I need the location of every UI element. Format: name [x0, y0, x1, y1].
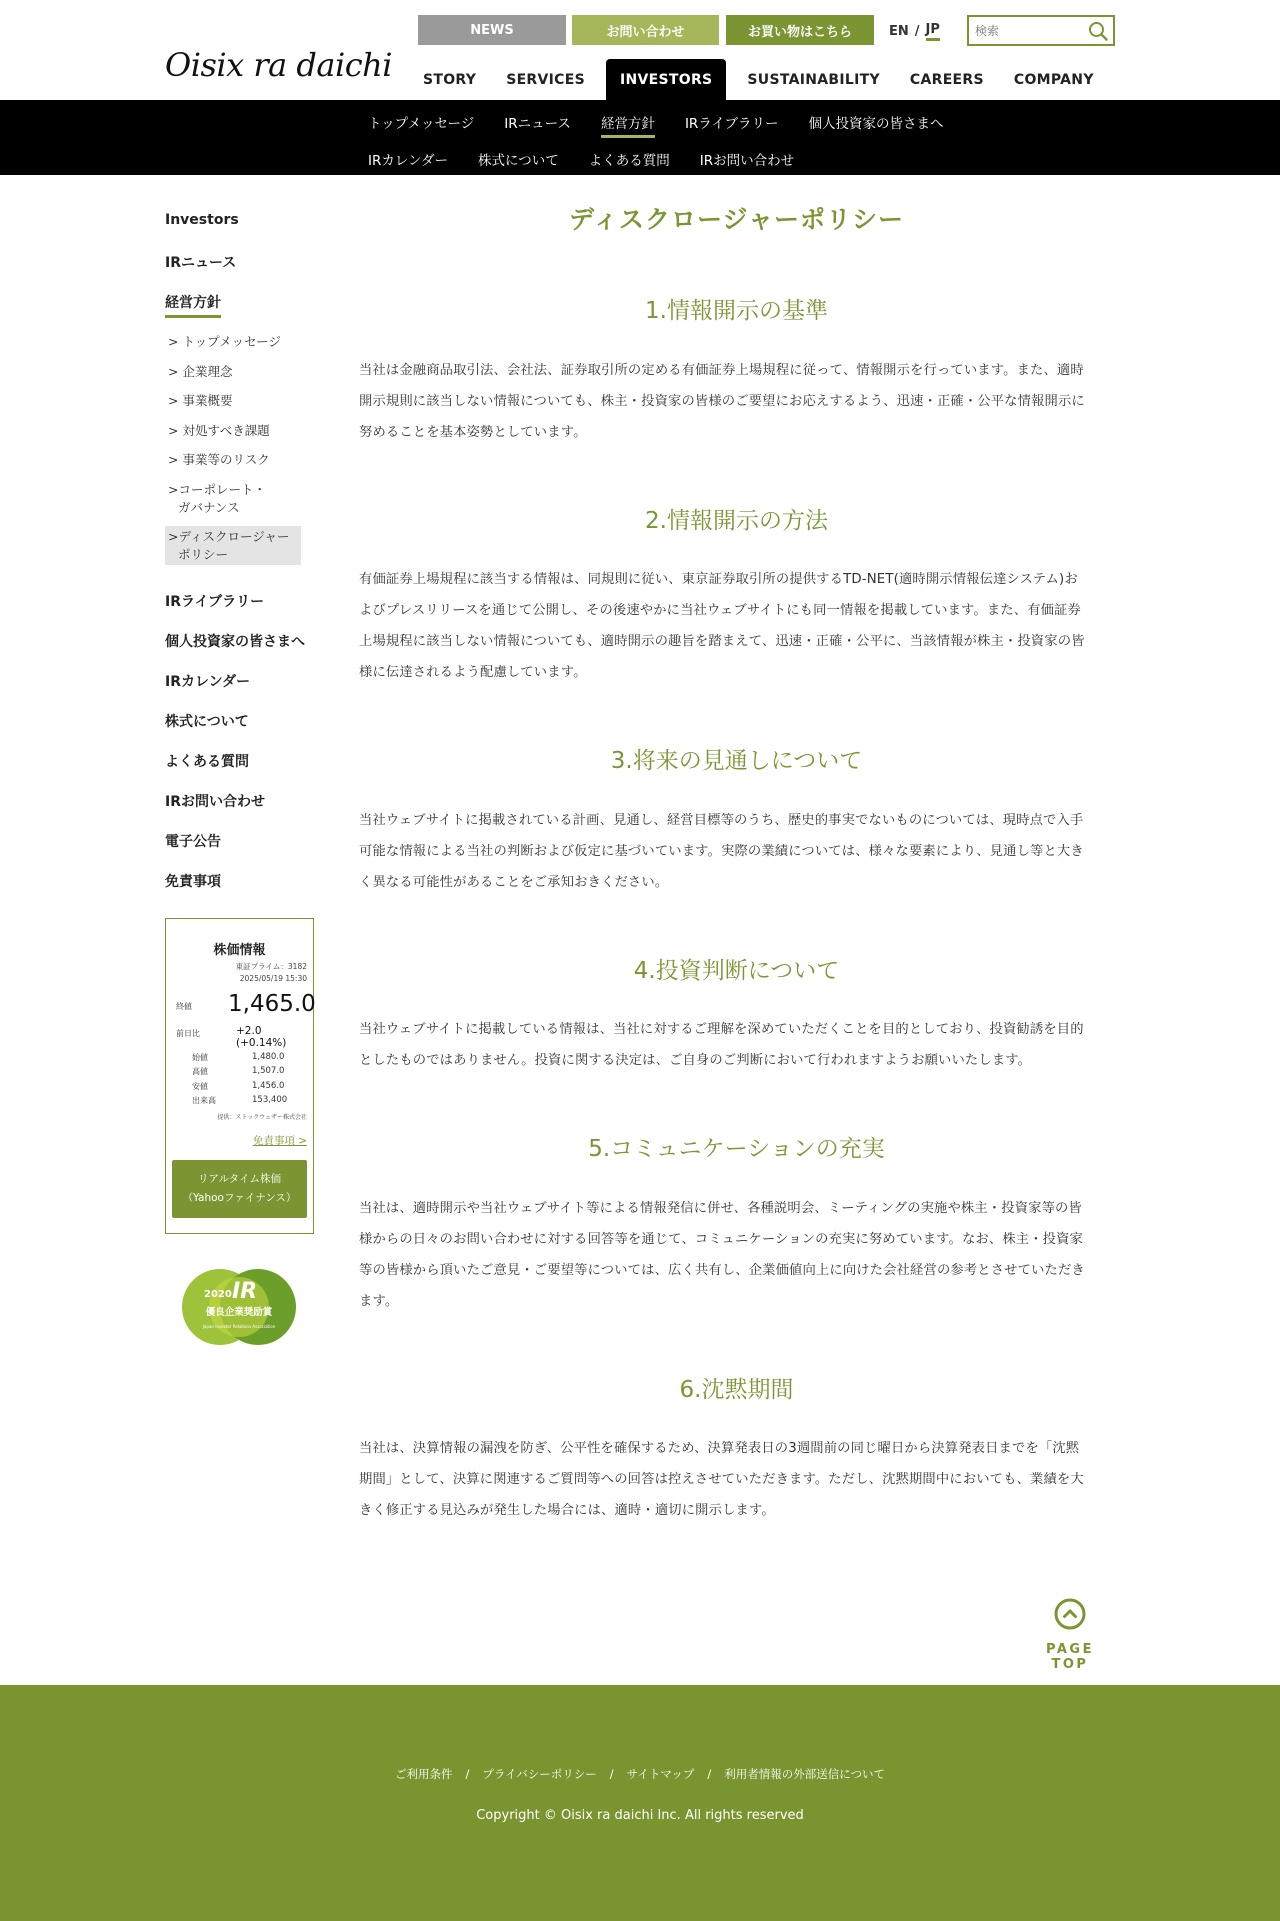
sidebar-item-individual[interactable]: 個人投資家の皆さまへ	[165, 634, 305, 650]
subnav-row-2	[368, 149, 794, 172]
footer-link-external-transmission[interactable]: 利用者情報の外部送信について	[724, 1767, 886, 1781]
section-1-line: 開示規則に該当しない情報についても、株主・投資家の皆様のご要望にお応えするよう、迅速・正確・公平な情報開示に	[359, 394, 1085, 409]
realtime-stock-line2: （Yahooファイナンス）	[182, 1192, 297, 1204]
sidebar-item-ir-library[interactable]: IRライブラリー	[165, 594, 265, 610]
stock-provider: 提供：ストックウェザー株式会社	[217, 1114, 307, 1121]
sidebar-sub-philosophy[interactable]: > 企業理念	[168, 364, 233, 379]
site-logo[interactable]: Oisix ra daichi	[165, 46, 392, 84]
ir-award-badge	[180, 1266, 298, 1348]
sidebar-sub-issues[interactable]: > 対処すべき課題	[168, 423, 270, 438]
lang-jp-link[interactable]: JP	[926, 22, 940, 41]
stock-title: 株価情報	[213, 943, 266, 958]
section-body-6	[359, 1433, 1114, 1526]
sidebar-item-faq[interactable]: よくある質問	[165, 754, 249, 770]
nav-sustainability[interactable]: SUSTAINABILITY	[747, 71, 880, 88]
realtime-stock-button[interactable]	[172, 1160, 307, 1218]
section-3-line: 可能な情報による当社の判断および仮定に基づいています。実際の業績については、様々な要素により、見通し等と大き	[359, 844, 1084, 859]
sidebar-sub-business[interactable]: > 事業概要	[168, 393, 233, 408]
section-2-line: 上場規程に該当しない情報についても、適時開示の趣旨を踏まえて、迅速・正確・公平に、当該情報が株主・投資家の皆	[359, 634, 1085, 649]
subnav-policy[interactable]: 経営方針	[601, 112, 655, 138]
main-nav	[414, 59, 1115, 100]
nav-careers[interactable]: CAREERS	[909, 71, 984, 88]
subnav-faq[interactable]: よくある質問	[588, 153, 670, 169]
section-3-line: 当社ウェブサイトに掲載されている計画、見通し、経営目標等のうち、歴史的事実でないものについては、現時点で入手	[359, 813, 1084, 828]
subnav-stock-info[interactable]: 株式について	[477, 153, 559, 169]
section-2-line: よびプレスリリースを通じて公開し、その後速やかに当社ウェブサイトにも同一情報を掲載しています。また、有価証券	[359, 603, 1082, 618]
section-title-6: 6.沈黙期間	[679, 1377, 794, 1403]
subnav-individual-investors[interactable]: 個人投資家の皆さまへ	[808, 116, 944, 132]
nav-investors[interactable]: INVESTORS	[606, 59, 726, 100]
section-body-3	[359, 805, 1114, 898]
stock-low-value: 1,456.0	[252, 1081, 285, 1091]
sidebar-sub-disclosure-line1: >ディスクロージャー	[168, 529, 290, 544]
sidebar-item-disclaimer[interactable]: 免責事項	[165, 874, 221, 890]
stock-high-label: 高値	[192, 1067, 208, 1076]
section-title-1: 1.情報開示の基準	[645, 298, 828, 324]
stock-volume-value: 153,400	[252, 1095, 288, 1105]
stock-low-label: 安値	[192, 1082, 208, 1091]
footer-link-terms[interactable]: ご利用条件	[394, 1767, 453, 1781]
sidebar-item-ir-calendar[interactable]: IRカレンダー	[165, 674, 251, 690]
section-5-line: 様からの日々のお問い合わせに対する回答等を通じて、コミュニケーションの充実に努めています。なお、株主・投資家	[359, 1232, 1084, 1247]
stock-open-label: 始値	[192, 1053, 208, 1062]
award-name: 優良企業奨励賞	[205, 1307, 273, 1318]
section-5-line: 当社は、適時開示や当社ウェブサイト等による情報発信に併せ、各種説明会、ミーティングの実施や株主・投資家等の皆	[359, 1201, 1082, 1216]
nav-story[interactable]: STORY	[423, 71, 477, 88]
subnav-ir-library[interactable]: IRライブラリー	[684, 116, 779, 132]
award-org: Japan Investor Relations Association	[202, 1324, 276, 1329]
section-title-2: 2.情報開示の方法	[645, 508, 828, 534]
stock-change-label: 前日比	[176, 1029, 200, 1038]
section-6-line: 期間」として、決算に関連するご質問等への回答は控えさせていただきます。ただし、沈黙期間中においても、業績を大	[359, 1472, 1084, 1487]
subnav-ir-contact[interactable]: IRお問い合わせ	[699, 153, 795, 169]
section-title-4: 4.投資判断について	[633, 958, 840, 984]
site-header	[0, 0, 1280, 100]
sidebar-sub-governance-line2: ガバナンス	[178, 500, 240, 515]
subnav-top-message[interactable]: トップメッセージ	[368, 116, 475, 132]
contact-button[interactable]: お問い合わせ	[572, 15, 719, 45]
nav-services[interactable]: SERVICES	[506, 71, 585, 88]
stock-widget	[165, 918, 314, 1234]
section-4-line: としたものではありません。投資に関する決定は、ご自身のご判断において行われますようお願いいたします。	[359, 1053, 1032, 1068]
lang-en-link[interactable]: EN	[889, 24, 909, 39]
news-button[interactable]: NEWS	[418, 15, 566, 45]
search-icon[interactable]	[1088, 21, 1108, 41]
copyright: Copyright © Oisix ra daichi Inc. All rights reserved	[476, 1808, 804, 1823]
realtime-stock-line1: リアルタイム株価	[198, 1173, 281, 1185]
sidebar-item-policy[interactable]: 経営方針	[165, 292, 221, 318]
section-title-5: 5.コミュニケーションの充実	[588, 1136, 885, 1162]
footer-link-sitemap[interactable]: サイトマップ	[626, 1767, 695, 1781]
page-top-label: PAGE TOP	[1046, 1642, 1094, 1672]
search-input[interactable]	[969, 17, 1079, 44]
sidebar-sub-risks[interactable]: > 事業等のリスク	[168, 452, 270, 467]
section-3-line: く異なる可能性があることをご承知おきください。	[359, 875, 669, 890]
search-box	[967, 15, 1115, 46]
section-body-2	[359, 564, 1114, 688]
page-title: ディスクロージャーポリシー	[568, 205, 904, 234]
section-2-line: 有価証券上場規程に該当する情報は、同規則に従い、東京証券取引所の提供するTD-NET(適時開示情報伝達システム)お	[359, 572, 1078, 587]
stock-open-value: 1,480.0	[252, 1052, 285, 1062]
language-switcher	[889, 22, 940, 41]
shop-button[interactable]: お買い物はこちら	[726, 15, 874, 45]
section-2-line: 様に伝達されるよう配慮しています。	[359, 665, 587, 680]
subnav-ir-calendar[interactable]: IRカレンダー	[368, 153, 448, 169]
section-1-line: 努めることを基本姿勢としています。	[359, 425, 587, 440]
sidebar-sub-governance[interactable]	[168, 480, 308, 516]
section-6-line: きく修正する見込みが発生した場合には、適時・適切に開示します。	[359, 1503, 775, 1518]
sidebar-sub-disclosure[interactable]	[165, 526, 301, 565]
sidebar-item-stock[interactable]: 株式について	[165, 714, 249, 730]
subnav-row-1	[368, 112, 944, 138]
sidebar-item-ir-contact[interactable]: IRお問い合わせ	[165, 794, 265, 810]
sidebar-sub-governance-line1: >コーポレート・	[168, 482, 266, 497]
sidebar-item-ir-news[interactable]: IRニュース	[165, 255, 237, 271]
section-5-line: 等の皆様から頂いたご意見・ご要望等については、広く共有し、企業価値向上に向けた会社経営の参考とさせていただき	[359, 1263, 1085, 1278]
investors-subnav	[0, 100, 1280, 175]
award-ir: IR	[232, 1279, 258, 1304]
lang-separator: /	[914, 24, 920, 39]
footer-links	[0, 1766, 1280, 1782]
site-footer	[0, 1685, 1280, 1921]
section-title-3: 3.将来の見通しについて	[610, 748, 863, 774]
stock-volume-label: 出来高	[192, 1096, 216, 1105]
stock-high-value: 1,507.0	[252, 1066, 285, 1076]
stock-disclaimer-link[interactable]: 免責事項 >	[252, 1135, 307, 1147]
section-1-line: 当社は金融商品取引法、会社法、証券取引所の定める有価証券上場規程に従って、情報開示を行っています。また、適時	[359, 363, 1084, 378]
sidebar-sub-disclosure-line2: ポリシー	[178, 547, 229, 562]
page-top-button[interactable]	[1025, 1598, 1115, 1672]
sidebar-sub-top-message[interactable]: > トップメッセージ	[168, 334, 281, 349]
section-4-line: 当社ウェブサイトに掲載している情報は、当社に対するご理解を深めていただくことを目的としており、投資勧誘を目的	[359, 1022, 1084, 1037]
stock-datetime: 2025/05/19 15:30	[239, 974, 307, 983]
footer-link-privacy[interactable]: プライバシーポリシー	[482, 1767, 597, 1781]
stock-change-value: +2.0 (+0.14%)	[236, 1025, 287, 1049]
footer-separator: /	[707, 1767, 712, 1781]
footer-separator: /	[465, 1767, 470, 1781]
sidebar-item-e-notice[interactable]: 電子公告	[165, 834, 221, 850]
section-6-line: 当社は、決算情報の漏洩を防ぎ、公平性を確保するため、決算発表日の3週間前の同じ曜日から決算発表日までを「沈黙	[359, 1441, 1080, 1456]
section-5-line: ます。	[359, 1294, 399, 1309]
sidebar-item-investors[interactable]: Investors	[165, 212, 239, 228]
stock-close-label: 終値	[176, 1002, 192, 1011]
nav-company[interactable]: COMPANY	[1013, 71, 1094, 88]
section-body-1	[359, 355, 1114, 448]
stock-close-value: 1,465.0	[228, 991, 316, 1017]
award-year: 2020	[204, 1289, 232, 1300]
chevron-up-icon	[1054, 1598, 1086, 1630]
section-body-5	[359, 1193, 1114, 1317]
subnav-ir-news[interactable]: IRニュース	[504, 116, 571, 132]
stock-market: 東証プライム：3182	[235, 962, 307, 971]
section-body-4	[359, 1014, 1114, 1076]
footer-separator: /	[609, 1767, 614, 1781]
